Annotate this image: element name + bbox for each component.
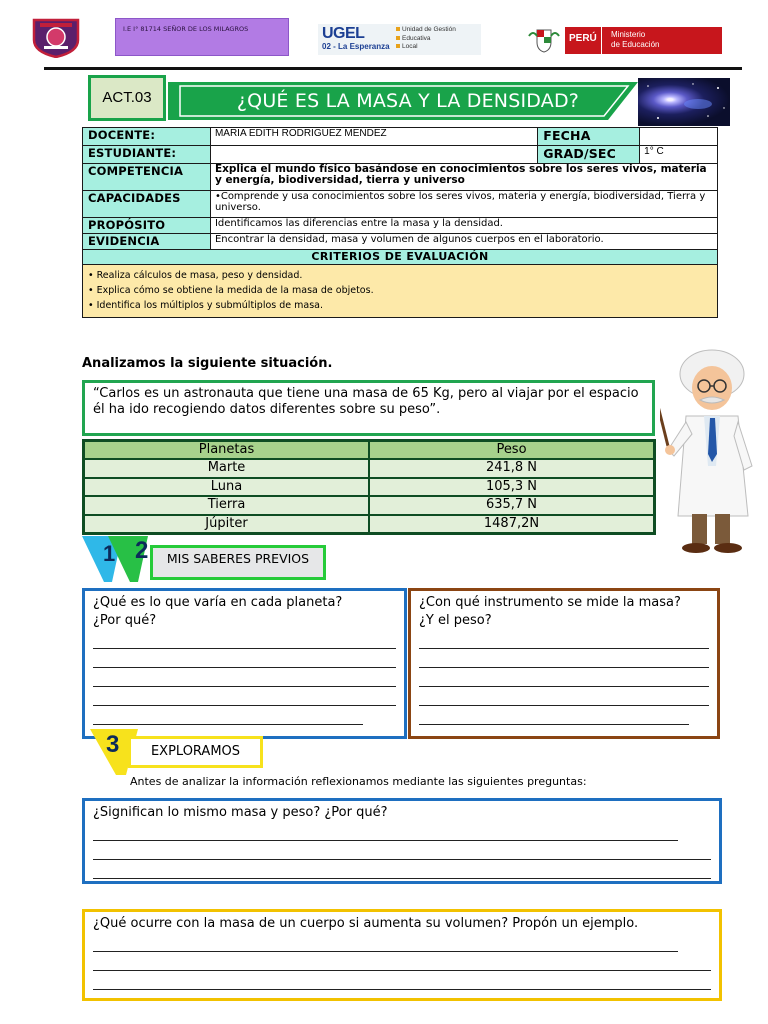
answer-line[interactable] <box>419 706 689 725</box>
table-row <box>84 478 655 497</box>
ministry-line-2: de Educación <box>611 40 660 49</box>
answer-line[interactable] <box>93 649 396 668</box>
ugel-line-3: Local <box>402 43 418 50</box>
situation-quote: “Carlos es un astronauta que tiene una masa de 65 Kg, pero al viajar por el espacio él ha ido recogiendo datos diferentes sobre su peso”. <box>82 380 655 436</box>
peru-shield-icon <box>527 28 561 54</box>
question-text: ¿Qué ocurre con la masa de un cuerpo si aumenta su volumen? Propón un ejemplo. <box>93 916 639 931</box>
header-rule <box>44 67 742 70</box>
question-text: ¿Significan lo mismo masa y peso? ¿Por qué? <box>93 805 388 820</box>
page-title: ¿QUÉ ES LA MASA Y LA DENSIDAD? <box>236 90 580 112</box>
table-row <box>84 459 655 478</box>
ugel-line-1: Unidad de Gestión <box>402 26 456 33</box>
fecha-label: FECHA <box>538 128 640 146</box>
criterio-item: • Identifica los múltiplos y submúltiplos de masa. <box>88 300 324 311</box>
criterio-item: • Explica cómo se obtiene la medida de la masa de objetos. <box>88 285 374 296</box>
question-box-variation <box>82 588 407 739</box>
peru-word: PERÚ <box>569 33 597 44</box>
exploramos-intro: Antes de analizar la información reflexionamos mediante las siguientes preguntas: <box>130 775 587 788</box>
step-number-3: 3 <box>106 731 120 758</box>
exploramos-banner: EXPLORAMOS <box>128 736 263 768</box>
answer-line[interactable] <box>93 706 363 725</box>
evidencia-value: Encontrar la densidad, masa y volumen de algunos cuerpos en el laboratorio. <box>210 234 717 250</box>
school-name: I.E I° 81714 SEÑOR DE LOS MILAGROS <box>123 25 249 33</box>
table-row <box>84 515 655 534</box>
proposito-label: PROPÓSITO <box>83 218 211 234</box>
planet-name: Tierra <box>84 496 370 515</box>
planets-table <box>82 439 656 535</box>
question-box-volumen <box>82 909 722 1001</box>
grad-label: GRAD/SEC <box>538 146 640 164</box>
answer-line[interactable] <box>93 822 678 841</box>
planet-weight: 241,8 N <box>369 459 655 478</box>
ugel-line-2: Educativa <box>402 34 431 42</box>
column-header-peso: Peso <box>369 441 655 460</box>
table-row <box>84 496 655 515</box>
teacher-illustration <box>660 346 760 558</box>
question-text: ¿Con qué instrumento se mide la masa? <box>419 595 681 610</box>
proposito-value: Identificamos las diferencias entre la masa y la densidad. <box>210 218 717 234</box>
step-number-2: 2 <box>135 537 149 564</box>
answer-line[interactable] <box>419 687 709 706</box>
question-box-instrument <box>408 588 720 739</box>
school-logo <box>26 14 86 58</box>
info-table <box>82 127 718 318</box>
answer-line[interactable] <box>419 668 709 687</box>
answer-line[interactable] <box>93 841 711 860</box>
column-header-planetas: Planetas <box>84 441 370 460</box>
situation-heading: Analizamos la siguiente situación. <box>82 356 333 371</box>
ugel-logo <box>318 24 481 55</box>
criterios-header: CRITERIOS DE EVALUACIÓN <box>83 250 718 265</box>
estudiante-label: ESTUDIANTE: <box>83 146 211 164</box>
ugel-word: UGEL <box>322 25 365 42</box>
planet-weight: 1487,2N <box>369 515 655 534</box>
galaxy-image <box>638 78 730 126</box>
competencia-label: COMPETENCIA <box>83 164 211 191</box>
question-box-masa-peso <box>82 798 722 884</box>
answer-line[interactable] <box>93 630 396 649</box>
criterios-list <box>83 265 718 318</box>
question-text: ¿Y el peso? <box>419 613 492 628</box>
planet-weight: 635,7 N <box>369 496 655 515</box>
criterio-item: • Realiza cálculos de masa, peso y densidad. <box>88 270 303 281</box>
answer-line[interactable] <box>93 933 678 952</box>
planet-name: Luna <box>84 478 370 497</box>
answer-line[interactable] <box>93 860 711 879</box>
planet-name: Marte <box>84 459 370 478</box>
step-number-1: 1 <box>103 541 116 566</box>
activity-label: ACT.03 <box>88 75 166 121</box>
answer-line[interactable] <box>93 668 396 687</box>
ministry-name <box>611 30 659 50</box>
answer-line[interactable] <box>93 687 396 706</box>
ugel-lines <box>396 26 456 52</box>
capacidades-label: CAPACIDADES <box>83 191 211 218</box>
planet-name: Júpiter <box>84 515 370 534</box>
title-banner <box>168 82 638 120</box>
school-name-box <box>115 18 289 56</box>
fecha-value[interactable] <box>640 128 718 146</box>
competencia-value: Explica el mundo físico basándose en conocimientos sobre los seres vivos, materia y energía, biodiversidad, tierra y universo <box>210 164 717 191</box>
planet-weight: 105,3 N <box>369 478 655 497</box>
ministry-line-1: Ministerio <box>611 30 646 39</box>
grad-value: 1° C <box>640 146 718 164</box>
mis-saberes-banner: MIS SABERES PREVIOS <box>150 545 326 580</box>
answer-line[interactable] <box>419 649 709 668</box>
answer-line[interactable] <box>93 971 711 990</box>
docente-label: DOCENTE: <box>83 128 211 146</box>
ugel-subtitle: 02 - La Esperanza <box>322 42 390 51</box>
evidencia-label: EVIDENCIA <box>83 234 211 250</box>
answer-line[interactable] <box>419 630 709 649</box>
answer-line[interactable] <box>93 952 711 971</box>
question-text: ¿Qué es lo que varía en cada planeta? <box>93 595 343 610</box>
ministry-logo <box>565 27 722 54</box>
question-text: ¿Por qué? <box>93 613 157 628</box>
docente-value: MARIA EDITH RODRIGUEZ MENDEZ <box>210 128 537 146</box>
estudiante-value[interactable] <box>210 146 537 164</box>
capacidades-value: •Comprende y usa conocimientos sobre los seres vivos, materia y energía, biodiversidad, Tierra y universo. <box>210 191 717 218</box>
divider <box>601 27 602 54</box>
